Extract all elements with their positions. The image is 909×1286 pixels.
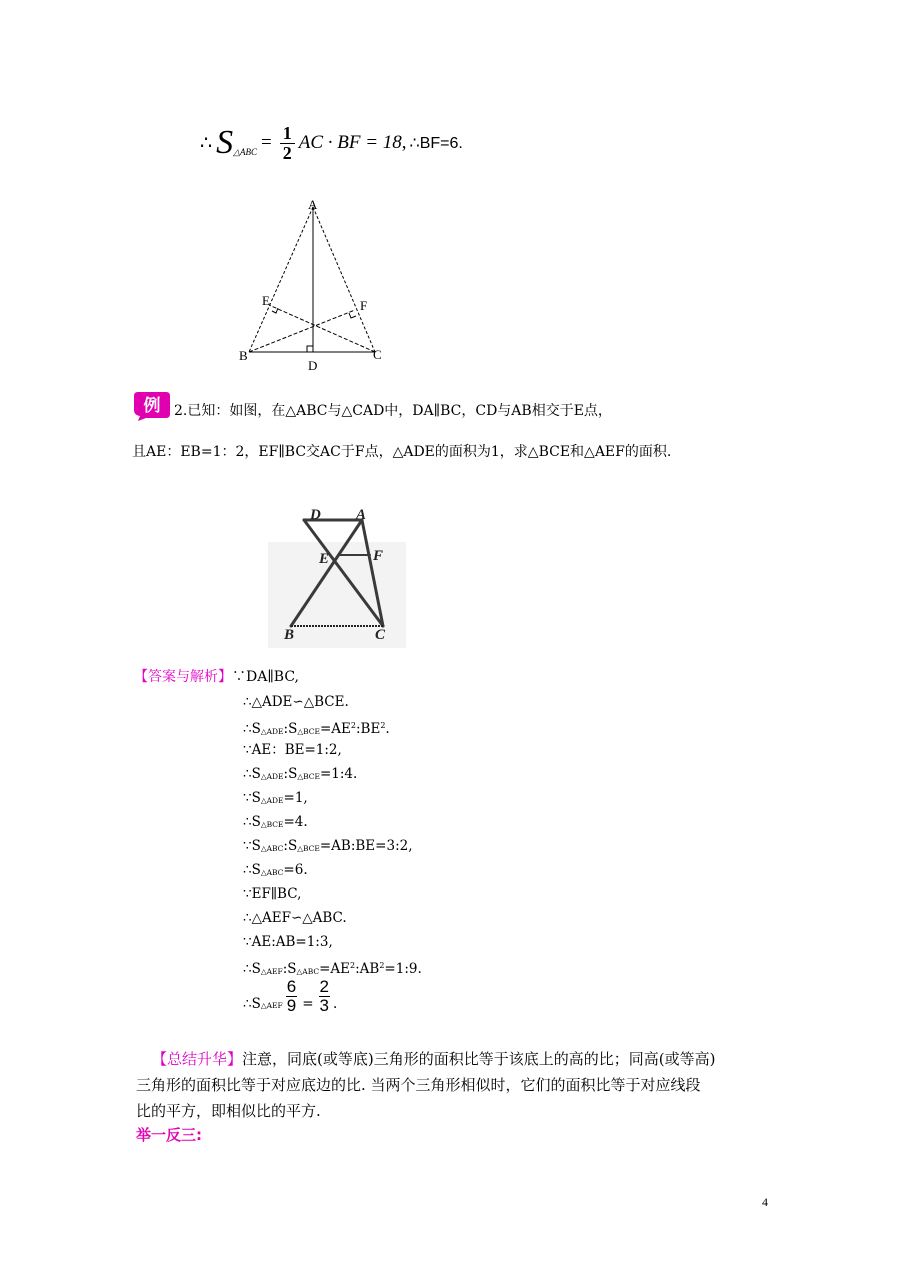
right-angle-d bbox=[307, 346, 313, 352]
fraction-6-9: $\frac{6}{9}$ bbox=[286, 977, 297, 1015]
fraction-2-3: $\frac{2}{3}$ bbox=[319, 977, 329, 1015]
summary-line-2: 三角形的面积比等于对应底边的比. 当两个三角形相似时，它们的面积比等于对应线段 bbox=[136, 1076, 701, 1094]
summary-header: 【总结升华】 bbox=[152, 1050, 243, 1068]
right-angle-e bbox=[272, 308, 278, 313]
label2-b: B bbox=[284, 627, 295, 643]
altitude-bf bbox=[249, 310, 355, 352]
step-9: ∵EF∥BC, bbox=[243, 886, 302, 902]
step-11: ∵AE:AB=1:3, bbox=[243, 934, 333, 950]
formula-rhs: AC · BF = 18 bbox=[298, 132, 402, 153]
summary-line-3: 比的平方，即相似比的平方. bbox=[136, 1102, 321, 1120]
formula-separator: , bbox=[401, 132, 407, 153]
section-title: 举一反三: bbox=[136, 1126, 202, 1144]
side-ab bbox=[249, 207, 313, 352]
formula-equals: = bbox=[261, 132, 272, 153]
step-12: $\therefore S_{\triangle AEF}:S_{\triangle ABC}=AE^2:AB^2=1:9$. bbox=[243, 961, 422, 977]
triangle-figure-1 bbox=[235, 192, 395, 377]
formula-s: S bbox=[216, 124, 234, 161]
step-6: $\therefore S_{\triangle BCE}=4$. bbox=[243, 814, 308, 830]
label-a: A bbox=[308, 197, 318, 212]
label2-d: D bbox=[310, 507, 321, 523]
answer-header: 【答案与解析】 bbox=[134, 669, 232, 685]
area-formula bbox=[200, 118, 463, 168]
example-badge-icon bbox=[132, 388, 172, 422]
step-2: $\therefore S_{\triangle ADE}:S_{\triangle BCE}=AE^2:BE^2$. bbox=[243, 721, 390, 737]
step-7: $\because S_{\triangle ABC}:S_{\triangle BCE}=AB:BE=3:2$, bbox=[243, 838, 413, 854]
step-1: ∴△ADE∽△BCE. bbox=[243, 694, 349, 710]
right-angle-f bbox=[349, 313, 356, 318]
fraction-numerator: 1 bbox=[280, 124, 295, 144]
step-final: ∴S △AEF $\frac{6}{9}$ = $\frac{2}{3}$ . bbox=[243, 977, 338, 1015]
label-b: B bbox=[239, 348, 248, 363]
step-5: $\because S_{\triangle ADE}=1$, bbox=[243, 790, 308, 806]
label2-a: A bbox=[356, 507, 367, 523]
step-8: $\therefore S_{\triangle ABC}=6$. bbox=[243, 862, 308, 878]
fraction-denominator: 2 bbox=[282, 142, 292, 163]
trapezoid-figure-2 bbox=[268, 500, 408, 650]
step-3: ∵AE：BE=1:2, bbox=[243, 742, 342, 758]
label2-c: C bbox=[375, 627, 386, 643]
answer-header-line bbox=[134, 668, 299, 686]
problem-line-2: 且AE：EB=1：2，EF∥BC交AC于F点，△ADE的面积为1，求△BCE和△AEF的面积. bbox=[132, 444, 672, 460]
step-4: $\therefore S_{\triangle ADE}:S_{\triangle BCE}=1:4$. bbox=[243, 766, 358, 782]
formula-tail: ∴BF=6. bbox=[409, 135, 463, 152]
badge-char: 例 bbox=[143, 396, 161, 416]
step-10: ∴△AEF∽△ABC. bbox=[243, 910, 347, 926]
summary-line-1: 【总结升华】注意，同底(或等底)三角形的面积比等于该底上的高的比；同高(或等高) bbox=[152, 1050, 716, 1068]
label-c: C bbox=[373, 347, 382, 362]
label-d: D bbox=[308, 358, 318, 373]
side-ac bbox=[313, 207, 375, 352]
label2-e: E bbox=[319, 551, 330, 567]
formula-subscript: △ABC bbox=[233, 147, 258, 157]
therefore-symbol: ∴ bbox=[200, 132, 213, 154]
answer-first-step: ∵DA∥BC, bbox=[232, 669, 300, 685]
problem-line-1: 2.已知：如图，在△ABC与△CAD中，DA∥BC，CD与AB相交于E点， bbox=[174, 403, 612, 419]
label-f: F bbox=[360, 298, 368, 313]
page-number: 4 bbox=[762, 1195, 768, 1209]
label2-f: F bbox=[373, 548, 384, 564]
formula-fraction bbox=[280, 124, 295, 163]
label-e: E bbox=[262, 293, 270, 308]
